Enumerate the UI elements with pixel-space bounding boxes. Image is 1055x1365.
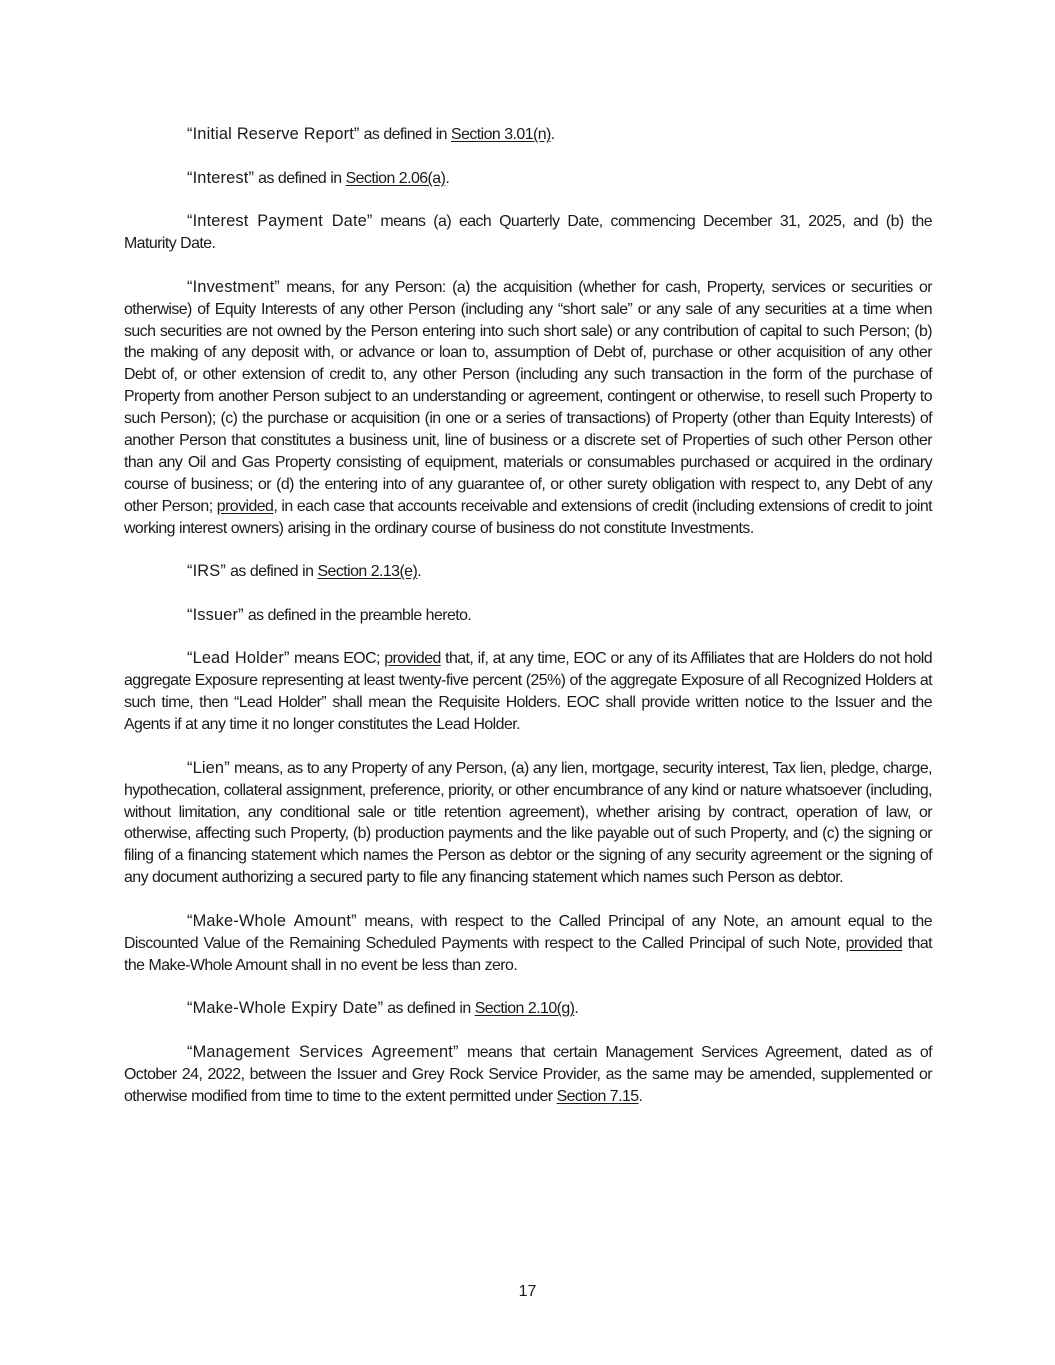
section-reference: Section 2.10(g) [474, 1000, 575, 1018]
definition-text: means, as to any Property of any Person, (a) any lien, mortgage, security interest, Tax lien, pledge, charge, hypothecation, collateral assignment, preference, priority, or other encumbrance of any kind or nature whatsoever (including, without limitation, any conditional sale or title retention agreement), whether arising by contract, operation of law, or otherwise, affecting such Property, (b) production payments and the like payable out of such Property, and (c) the signing or filing of a financing statement which names the Person as debtor or the signing of any security agreement or the signing of any document authorizing a secured party to file any financing statement which names such Person as debtor. [124, 759, 932, 887]
definition-lead-holder [124, 648, 932, 736]
defined-term: “Investment” [187, 277, 280, 296]
definition-text: . [574, 1000, 579, 1018]
page-body [124, 124, 932, 1129]
defined-term: “Lead Holder” [187, 649, 290, 668]
definition-text: as defined in [226, 563, 318, 581]
definition-text: as defined in the preamble hereto. [243, 606, 472, 624]
definition-text: . [550, 126, 555, 143]
defined-term: “Lien” [187, 758, 230, 777]
defined-term: “Make-Whole Expiry Date” [187, 999, 384, 1018]
definition-text: as defined in [254, 169, 346, 187]
defined-term: “Interest Payment Date” [187, 212, 373, 231]
section-reference: Section 2.06(a) [345, 169, 446, 187]
definition-text: . [417, 563, 422, 581]
definition-make-whole-expiry-date [124, 998, 932, 1020]
provided-proviso: provided [845, 934, 903, 952]
definition-text: means EOC; [289, 650, 385, 668]
definition-interest [124, 168, 932, 190]
definition-text: means, with respect to the Called Principal of any Note, an amount equal to the Discounted Value of the Remaining Scheduled Payments with respect to the Called Principal of such Note, [124, 912, 932, 952]
definition-interest-payment-date [124, 211, 932, 255]
definition-text: . [445, 169, 450, 187]
defined-term: “Issuer” [187, 605, 244, 624]
definition-initial-reserve-report [124, 124, 932, 146]
definition-text: . [638, 1087, 643, 1105]
definition-text: means that certain Management Services Agreement, dated as of October 24, 2022, between the Issuer and Grey Rock Service Provider, as the same may be amended, supplemented or otherwise modified from time to time to the extent permitted under [124, 1043, 932, 1105]
definition-text: that, if, at any time, EOC or any of its Affiliates that are Holders do not hold aggregate Exposure representing at least twenty-five percent (25%) of the aggregate Exposure of all Recognized Holders at such time, then “Lead Holder” shall mean the Requisite Holders. EOC shall provide written notice to the Issuer and the Agents if at any time it no longer constitutes the Lead Holder. [124, 650, 932, 734]
definition-management-services-agreement [124, 1042, 932, 1108]
provided-proviso: provided [384, 650, 441, 668]
provided-proviso: provided [216, 497, 274, 515]
definition-make-whole-amount [124, 911, 932, 977]
section-reference: Section 2.13(e) [317, 563, 418, 581]
definition-irs [124, 561, 932, 583]
definition-text: means, for any Person: (a) the acquisition (whether for cash, Property, services or securities or otherwise) of Equity Interests of any other Person (including any “short sale” or any sale of any securities at a time when such securities are not owned by the Person entering into such short sale) or any contribution of capital to such Person; (b) the making of any deposit with, or advance or loan to, assumption of Debt of, purchase or other acquisition of any other Debt of, or other extension of credit to, any other Person (including any such transaction in the form of the purchase of Property from another Person subject to an understanding or agreement, contingent or otherwise, to resell such Property to such Person); (c) the purchase or acquisition (in one or a series of transactions) of Property (other than Equity Interests) of another Person that constitutes a business unit, line of business or a discrete set of Properties of such other Person other than any Oil and Gas Property consisting of equipment, materials or consumables purchased or acquired in the ordinary course of business; or (d) the entering into of any guarantee of, or other surety obligation with respect to, any Debt of any other Person; [124, 278, 932, 515]
defined-term: “Initial Reserve Report” [187, 125, 360, 143]
definition-text: means (a) each Quarterly Date, commencing December 31, 2025, and (b) the Maturity Date. [124, 213, 932, 253]
definition-text: as defined in [359, 126, 452, 143]
page-number: 17 [518, 1283, 537, 1300]
definition-text: that the Make-Whole Amount shall in no event be less than zero. [124, 934, 932, 974]
definition-text: as defined in [383, 1000, 475, 1018]
section-reference: Section 7.15 [556, 1087, 639, 1105]
definition-issuer [124, 605, 932, 627]
section-reference: Section 3.01(n) [451, 126, 551, 143]
definition-investment [124, 277, 932, 540]
defined-term: “Interest” [187, 168, 255, 187]
definition-text: , in each case that accounts receivable and extensions of credit (including extensions of credit to joint working interest owners) arising in the ordinary course of business do not constitute Investments. [124, 497, 932, 537]
defined-term: “Management Services Agreement” [187, 1042, 459, 1061]
definition-lien [124, 758, 932, 889]
defined-term: “Make-Whole Amount” [187, 911, 357, 930]
defined-term: “IRS” [187, 562, 226, 581]
